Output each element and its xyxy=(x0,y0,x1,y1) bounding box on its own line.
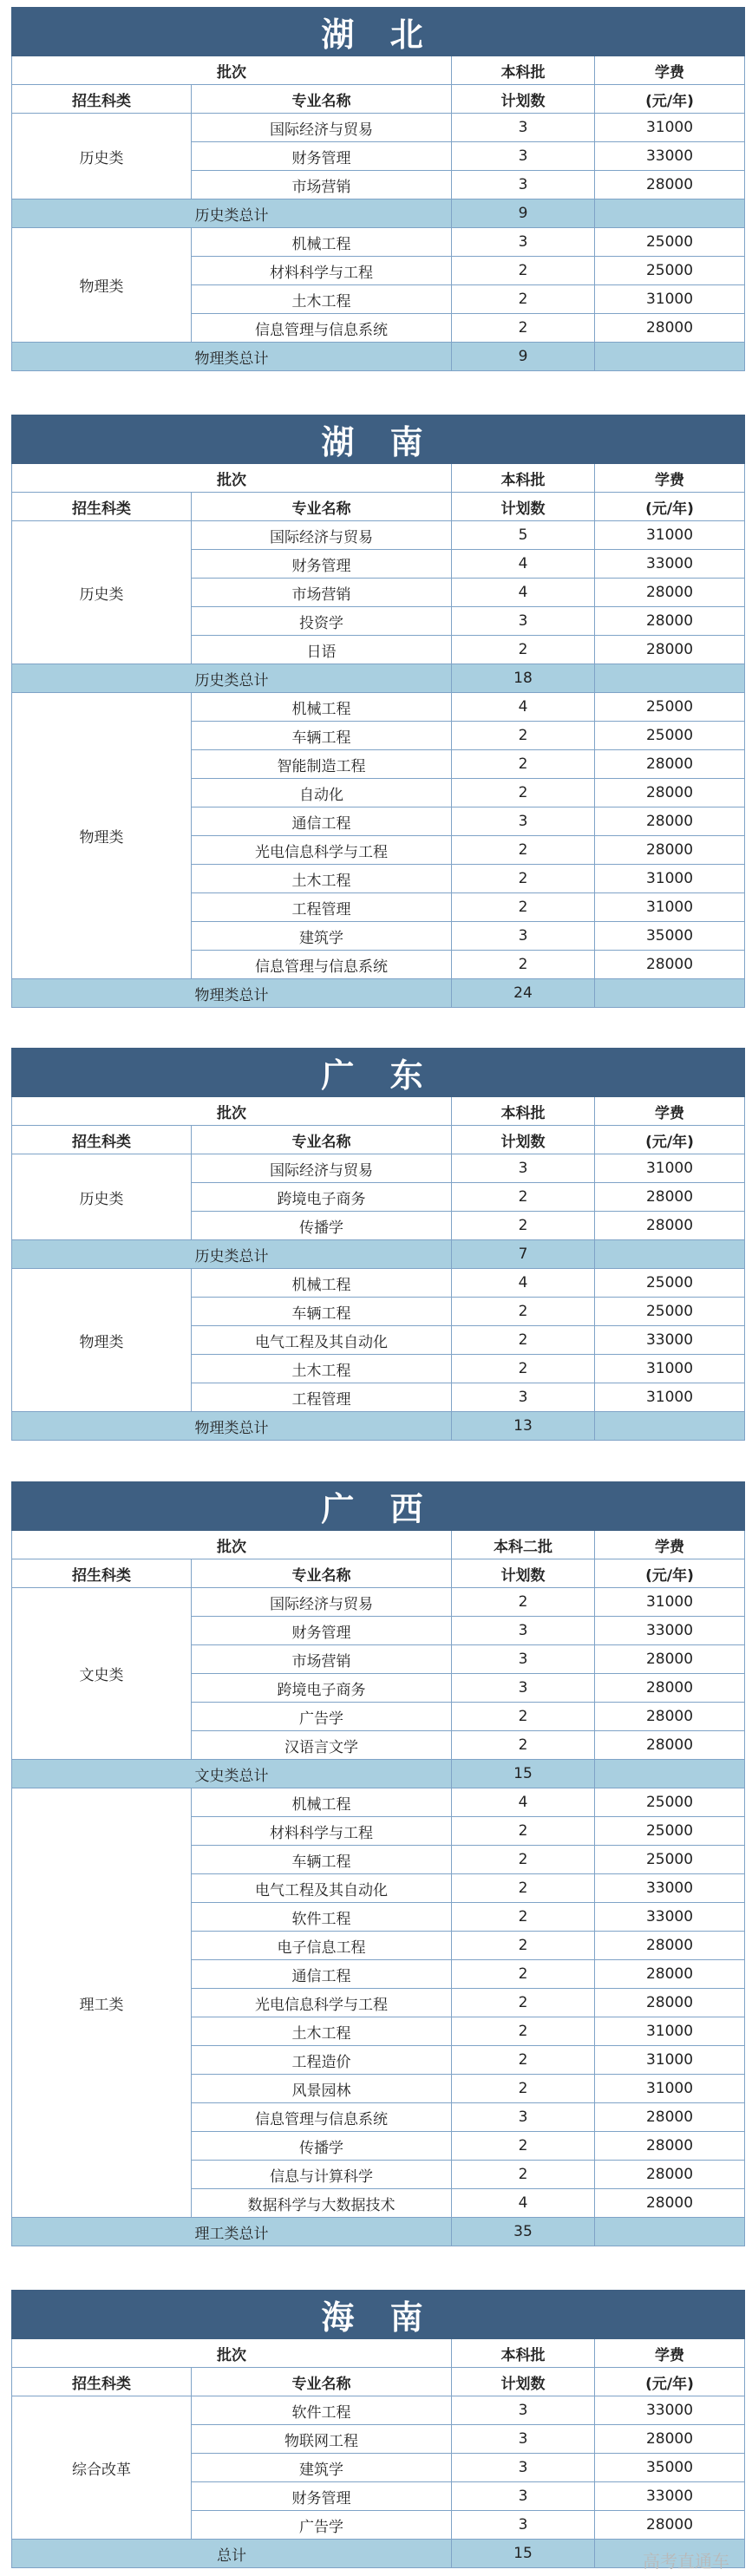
major-cell: 光电信息科学与工程 xyxy=(192,836,452,865)
fee-cell: 31000 xyxy=(595,1355,745,1383)
major-cell: 汉语言文学 xyxy=(192,1731,452,1760)
fee-cell: 31000 xyxy=(595,865,745,893)
table-row xyxy=(12,1588,745,1617)
category-cell: 综合改革 xyxy=(12,2396,192,2540)
major-cell: 国际经济与贸易 xyxy=(192,1588,452,1617)
header-row xyxy=(12,1559,745,1588)
major-cell: 自动化 xyxy=(192,779,452,807)
subtotal-label: 历史类总计 xyxy=(12,199,452,228)
major-cell: 软件工程 xyxy=(192,2396,452,2425)
fee-cell: 28000 xyxy=(595,1932,745,1960)
plan-count-cell: 3 xyxy=(452,1674,595,1703)
fee-cell: 33000 xyxy=(595,2396,745,2425)
category-cell: 历史类 xyxy=(12,1154,192,1240)
major-cell: 财务管理 xyxy=(192,550,452,579)
admission-plan-table xyxy=(11,1048,745,1441)
fee-cell: 31000 xyxy=(595,893,745,922)
major-cell: 机械工程 xyxy=(192,693,452,722)
fee-unit-header: (元/年) xyxy=(595,493,745,521)
major-cell: 车辆工程 xyxy=(192,1298,452,1326)
category-cell: 理工类 xyxy=(12,1788,192,2218)
category-cell: 物理类 xyxy=(12,1269,192,1412)
batch-type-header: 本科批 xyxy=(452,56,595,85)
header-row xyxy=(12,2339,745,2368)
subtotal-value: 9 xyxy=(452,199,595,228)
header-row xyxy=(12,56,745,85)
plan-header: 计划数 xyxy=(452,1559,595,1588)
plan-count-cell: 2 xyxy=(452,1212,595,1240)
plan-count-cell: 2 xyxy=(452,1960,595,1989)
fee-cell: 28000 xyxy=(595,951,745,979)
plan-header: 计划数 xyxy=(452,1126,595,1154)
admission-plan-table xyxy=(11,2290,745,2568)
major-cell: 信息与计算科学 xyxy=(192,2161,452,2189)
fee-cell: 28000 xyxy=(595,1960,745,1989)
fee-header: 学费 xyxy=(595,56,745,85)
header-row xyxy=(12,85,745,114)
fee-cell: 25000 xyxy=(595,228,745,257)
plan-count-cell: 3 xyxy=(452,142,595,171)
category-cell: 历史类 xyxy=(12,114,192,199)
major-cell: 机械工程 xyxy=(192,1269,452,1298)
header-row xyxy=(12,464,745,493)
fee-cell: 28000 xyxy=(595,1674,745,1703)
major-cell: 建筑学 xyxy=(192,2454,452,2482)
major-cell: 跨境电子商务 xyxy=(192,1674,452,1703)
plan-count-cell: 3 xyxy=(452,607,595,636)
major-cell: 投资学 xyxy=(192,607,452,636)
subtotal-value: 18 xyxy=(452,664,595,693)
plan-count-cell: 2 xyxy=(452,836,595,865)
table-row xyxy=(12,693,745,722)
batch-header: 批次 xyxy=(12,1097,452,1126)
fee-cell: 35000 xyxy=(595,2454,745,2482)
subtotal-label: 物理类总计 xyxy=(12,979,452,1008)
fee-header: 学费 xyxy=(595,1531,745,1559)
subtotal-row xyxy=(12,1412,745,1441)
major-cell: 数据科学与大数据技术 xyxy=(192,2189,452,2218)
major-cell: 财务管理 xyxy=(192,1617,452,1645)
category-header: 招生科类 xyxy=(12,85,192,114)
fee-cell: 33000 xyxy=(595,550,745,579)
fee-cell: 25000 xyxy=(595,257,745,285)
plan-count-cell: 4 xyxy=(452,550,595,579)
major-cell: 车辆工程 xyxy=(192,722,452,750)
plan-count-cell: 2 xyxy=(452,1846,595,1874)
major-cell: 信息管理与信息系统 xyxy=(192,2103,452,2132)
major-cell: 电子信息工程 xyxy=(192,1932,452,1960)
province-title: 海 南 xyxy=(12,2291,745,2339)
fee-cell: 28000 xyxy=(595,636,745,664)
subtotal-row xyxy=(12,979,745,1008)
category-cell: 物理类 xyxy=(12,693,192,979)
province-table-block xyxy=(11,1481,744,2246)
plan-count-cell: 2 xyxy=(452,893,595,922)
major-cell: 市场营销 xyxy=(192,1645,452,1674)
header-row xyxy=(12,493,745,521)
province-title: 广 西 xyxy=(12,1482,745,1531)
major-cell: 信息管理与信息系统 xyxy=(192,951,452,979)
plan-header: 计划数 xyxy=(452,2368,595,2396)
fee-cell: 31000 xyxy=(595,285,745,314)
major-cell: 跨境电子商务 xyxy=(192,1183,452,1212)
subtotal-value: 35 xyxy=(452,2218,595,2246)
plan-count-cell: 2 xyxy=(452,865,595,893)
major-header: 专业名称 xyxy=(192,85,452,114)
table-row xyxy=(12,228,745,257)
plan-count-cell: 2 xyxy=(452,1874,595,1903)
fee-cell: 31000 xyxy=(595,2046,745,2075)
major-cell: 广告学 xyxy=(192,1703,452,1731)
plan-count-cell: 2 xyxy=(452,1355,595,1383)
table-row xyxy=(12,521,745,550)
fee-cell: 33000 xyxy=(595,2482,745,2511)
major-header: 专业名称 xyxy=(192,2368,452,2396)
major-cell: 车辆工程 xyxy=(192,1846,452,1874)
major-cell: 财务管理 xyxy=(192,2482,452,2511)
subtotal-value: 15 xyxy=(452,2540,595,2568)
title-row xyxy=(12,8,745,56)
plan-count-cell: 2 xyxy=(452,750,595,779)
plan-count-cell: 3 xyxy=(452,228,595,257)
plan-count-cell: 2 xyxy=(452,2132,595,2161)
fee-cell: 28000 xyxy=(595,750,745,779)
plan-count-cell: 3 xyxy=(452,2454,595,2482)
fee-cell: 25000 xyxy=(595,1269,745,1298)
major-cell: 土木工程 xyxy=(192,285,452,314)
major-cell: 国际经济与贸易 xyxy=(192,114,452,142)
subtotal-row xyxy=(12,664,745,693)
fee-cell: 25000 xyxy=(595,693,745,722)
batch-type-header: 本科批 xyxy=(452,2339,595,2368)
fee-unit-header: (元/年) xyxy=(595,1126,745,1154)
fee-header: 学费 xyxy=(595,2339,745,2368)
major-cell: 风景园林 xyxy=(192,2075,452,2103)
admission-plan-table xyxy=(11,1481,745,2246)
plan-count-cell: 2 xyxy=(452,2017,595,2046)
plan-count-cell: 2 xyxy=(452,1183,595,1212)
subtotal-label: 历史类总计 xyxy=(12,664,452,693)
plan-count-cell: 2 xyxy=(452,2046,595,2075)
fee-cell: 28000 xyxy=(595,1645,745,1674)
plan-count-cell: 3 xyxy=(452,2511,595,2540)
province-table-block xyxy=(11,2290,744,2568)
plan-count-cell: 3 xyxy=(452,114,595,142)
fee-cell: 31000 xyxy=(595,1383,745,1412)
major-cell: 材料科学与工程 xyxy=(192,257,452,285)
major-cell: 光电信息科学与工程 xyxy=(192,1989,452,2017)
category-header: 招生科类 xyxy=(12,2368,192,2396)
admission-plan-table xyxy=(11,7,745,371)
fee-cell: 25000 xyxy=(595,1817,745,1846)
major-cell: 智能制造工程 xyxy=(192,750,452,779)
plan-count-cell: 3 xyxy=(452,2425,595,2454)
major-cell: 材料科学与工程 xyxy=(192,1817,452,1846)
province-title: 湖 北 xyxy=(12,8,745,56)
subtotal-empty-cell xyxy=(595,979,745,1008)
title-row xyxy=(12,1049,745,1097)
fee-cell: 25000 xyxy=(595,722,745,750)
major-cell: 机械工程 xyxy=(192,1788,452,1817)
batch-type-header: 本科批 xyxy=(452,464,595,493)
subtotal-empty-cell xyxy=(595,199,745,228)
plan-count-cell: 3 xyxy=(452,1383,595,1412)
fee-header: 学费 xyxy=(595,464,745,493)
major-cell: 国际经济与贸易 xyxy=(192,521,452,550)
fee-unit-header: (元/年) xyxy=(595,1559,745,1588)
plan-count-cell: 2 xyxy=(452,1932,595,1960)
plan-count-cell: 2 xyxy=(452,779,595,807)
watermark: 高考直通车 xyxy=(643,2551,729,2572)
plan-count-cell: 3 xyxy=(452,2103,595,2132)
province-title: 广 东 xyxy=(12,1049,745,1097)
subtotal-value: 24 xyxy=(452,979,595,1008)
plan-count-cell: 2 xyxy=(452,1588,595,1617)
fee-cell: 33000 xyxy=(595,142,745,171)
title-row xyxy=(12,1482,745,1531)
plan-count-cell: 2 xyxy=(452,2161,595,2189)
major-cell: 土木工程 xyxy=(192,1355,452,1383)
fee-cell: 31000 xyxy=(595,521,745,550)
fee-cell: 33000 xyxy=(595,1903,745,1932)
province-table-block xyxy=(11,7,744,371)
major-cell: 传播学 xyxy=(192,2132,452,2161)
fee-unit-header: (元/年) xyxy=(595,2368,745,2396)
category-cell: 历史类 xyxy=(12,521,192,664)
plan-count-cell: 2 xyxy=(452,285,595,314)
fee-cell: 28000 xyxy=(595,1183,745,1212)
plan-count-cell: 2 xyxy=(452,951,595,979)
major-cell: 市场营销 xyxy=(192,171,452,199)
plan-count-cell: 2 xyxy=(452,1817,595,1846)
subtotal-value: 15 xyxy=(452,1760,595,1788)
subtotal-value: 13 xyxy=(452,1412,595,1441)
plan-count-cell: 2 xyxy=(452,257,595,285)
batch-type-header: 本科批 xyxy=(452,1097,595,1126)
fee-cell: 25000 xyxy=(595,1788,745,1817)
subtotal-value: 7 xyxy=(452,1240,595,1269)
fee-cell: 28000 xyxy=(595,1731,745,1760)
subtotal-empty-cell xyxy=(595,343,745,371)
fee-cell: 28000 xyxy=(595,2161,745,2189)
fee-cell: 35000 xyxy=(595,922,745,951)
subtotal-empty-cell xyxy=(595,1412,745,1441)
subtotal-label: 理工类总计 xyxy=(12,2218,452,2246)
batch-header: 批次 xyxy=(12,56,452,85)
plan-count-cell: 2 xyxy=(452,1731,595,1760)
fee-cell: 31000 xyxy=(595,1154,745,1183)
fee-cell: 28000 xyxy=(595,607,745,636)
plan-count-cell: 2 xyxy=(452,1298,595,1326)
major-cell: 机械工程 xyxy=(192,228,452,257)
table-row xyxy=(12,114,745,142)
fee-cell: 28000 xyxy=(595,1703,745,1731)
subtotal-row xyxy=(12,1240,745,1269)
plan-count-cell: 4 xyxy=(452,1269,595,1298)
fee-cell: 28000 xyxy=(595,2425,745,2454)
subtotal-label: 文史类总计 xyxy=(12,1760,452,1788)
major-cell: 信息管理与信息系统 xyxy=(192,314,452,343)
major-cell: 国际经济与贸易 xyxy=(192,1154,452,1183)
subtotal-label: 历史类总计 xyxy=(12,1240,452,1269)
fee-cell: 28000 xyxy=(595,314,745,343)
plan-count-cell: 3 xyxy=(452,922,595,951)
plan-count-cell: 2 xyxy=(452,636,595,664)
major-cell: 电气工程及其自动化 xyxy=(192,1874,452,1903)
plan-count-cell: 2 xyxy=(452,722,595,750)
fee-header: 学费 xyxy=(595,1097,745,1126)
fee-cell: 33000 xyxy=(595,1326,745,1355)
plan-count-cell: 2 xyxy=(452,1703,595,1731)
batch-type-header: 本科二批 xyxy=(452,1531,595,1559)
subtotal-label: 物理类总计 xyxy=(12,1412,452,1441)
title-row xyxy=(12,415,745,464)
category-cell: 文史类 xyxy=(12,1588,192,1760)
fee-cell: 31000 xyxy=(595,2017,745,2046)
plan-count-cell: 4 xyxy=(452,1788,595,1817)
plan-header: 计划数 xyxy=(452,85,595,114)
subtotal-row xyxy=(12,1760,745,1788)
fee-cell: 25000 xyxy=(595,1298,745,1326)
major-cell: 软件工程 xyxy=(192,1903,452,1932)
plan-count-cell: 3 xyxy=(452,2482,595,2511)
fee-cell: 28000 xyxy=(595,2189,745,2218)
batch-header: 批次 xyxy=(12,2339,452,2368)
fee-cell: 28000 xyxy=(595,836,745,865)
major-cell: 电气工程及其自动化 xyxy=(192,1326,452,1355)
subtotal-row xyxy=(12,2218,745,2246)
fee-cell: 28000 xyxy=(595,807,745,836)
header-row xyxy=(12,1531,745,1559)
category-header: 招生科类 xyxy=(12,1559,192,1588)
subtotal-label: 总计 xyxy=(12,2540,452,2568)
major-cell: 广告学 xyxy=(192,2511,452,2540)
major-cell: 土木工程 xyxy=(192,865,452,893)
plan-count-cell: 3 xyxy=(452,1154,595,1183)
batch-header: 批次 xyxy=(12,464,452,493)
subtotal-row xyxy=(12,2540,745,2568)
major-cell: 物联网工程 xyxy=(192,2425,452,2454)
plan-count-cell: 4 xyxy=(452,693,595,722)
major-cell: 工程管理 xyxy=(192,893,452,922)
major-cell: 通信工程 xyxy=(192,1960,452,1989)
fee-cell: 31000 xyxy=(595,114,745,142)
plan-count-cell: 3 xyxy=(452,2396,595,2425)
plan-count-cell: 2 xyxy=(452,314,595,343)
subtotal-row xyxy=(12,199,745,228)
major-cell: 工程造价 xyxy=(192,2046,452,2075)
table-row xyxy=(12,1788,745,1817)
fee-cell: 28000 xyxy=(595,1989,745,2017)
header-row xyxy=(12,1126,745,1154)
major-cell: 传播学 xyxy=(192,1212,452,1240)
plan-count-cell: 3 xyxy=(452,1617,595,1645)
category-cell: 物理类 xyxy=(12,228,192,343)
table-row xyxy=(12,1154,745,1183)
table-row xyxy=(12,2396,745,2425)
header-row xyxy=(12,1097,745,1126)
major-cell: 日语 xyxy=(192,636,452,664)
plan-count-cell: 3 xyxy=(452,1645,595,1674)
fee-cell: 33000 xyxy=(595,1874,745,1903)
plan-count-cell: 4 xyxy=(452,2189,595,2218)
plan-count-cell: 4 xyxy=(452,579,595,607)
fee-unit-header: (元/年) xyxy=(595,85,745,114)
fee-cell: 31000 xyxy=(595,2075,745,2103)
plan-count-cell: 2 xyxy=(452,2075,595,2103)
category-header: 招生科类 xyxy=(12,1126,192,1154)
subtotal-empty-cell xyxy=(595,2218,745,2246)
plan-count-cell: 3 xyxy=(452,807,595,836)
subtotal-empty-cell xyxy=(595,1240,745,1269)
major-header: 专业名称 xyxy=(192,1559,452,1588)
fee-cell: 31000 xyxy=(595,1588,745,1617)
subtotal-label: 物理类总计 xyxy=(12,343,452,371)
subtotal-empty-cell xyxy=(595,1760,745,1788)
fee-cell: 28000 xyxy=(595,779,745,807)
plan-count-cell: 2 xyxy=(452,1326,595,1355)
fee-cell: 25000 xyxy=(595,1846,745,1874)
plan-count-cell: 5 xyxy=(452,521,595,550)
major-header: 专业名称 xyxy=(192,1126,452,1154)
batch-header: 批次 xyxy=(12,1531,452,1559)
plan-count-cell: 3 xyxy=(452,171,595,199)
major-cell: 财务管理 xyxy=(192,142,452,171)
subtotal-empty-cell xyxy=(595,664,745,693)
plan-header: 计划数 xyxy=(452,493,595,521)
plan-count-cell: 2 xyxy=(452,1989,595,2017)
subtotal-row xyxy=(12,343,745,371)
fee-cell: 28000 xyxy=(595,171,745,199)
province-title: 湖 南 xyxy=(12,415,745,464)
category-header: 招生科类 xyxy=(12,493,192,521)
fee-cell: 28000 xyxy=(595,579,745,607)
fee-cell: 28000 xyxy=(595,2132,745,2161)
admission-plan-table xyxy=(11,415,745,1008)
table-row xyxy=(12,1269,745,1298)
header-row xyxy=(12,2368,745,2396)
fee-cell: 33000 xyxy=(595,1617,745,1645)
fee-cell: 28000 xyxy=(595,2103,745,2132)
fee-cell: 28000 xyxy=(595,1212,745,1240)
fee-cell: 28000 xyxy=(595,2511,745,2540)
major-header: 专业名称 xyxy=(192,493,452,521)
major-cell: 建筑学 xyxy=(192,922,452,951)
major-cell: 工程管理 xyxy=(192,1383,452,1412)
province-table-block xyxy=(11,1048,744,1441)
province-table-block xyxy=(11,415,744,1008)
plan-count-cell: 2 xyxy=(452,1903,595,1932)
major-cell: 土木工程 xyxy=(192,2017,452,2046)
major-cell: 通信工程 xyxy=(192,807,452,836)
major-cell: 市场营销 xyxy=(192,579,452,607)
subtotal-value: 9 xyxy=(452,343,595,371)
title-row xyxy=(12,2291,745,2339)
